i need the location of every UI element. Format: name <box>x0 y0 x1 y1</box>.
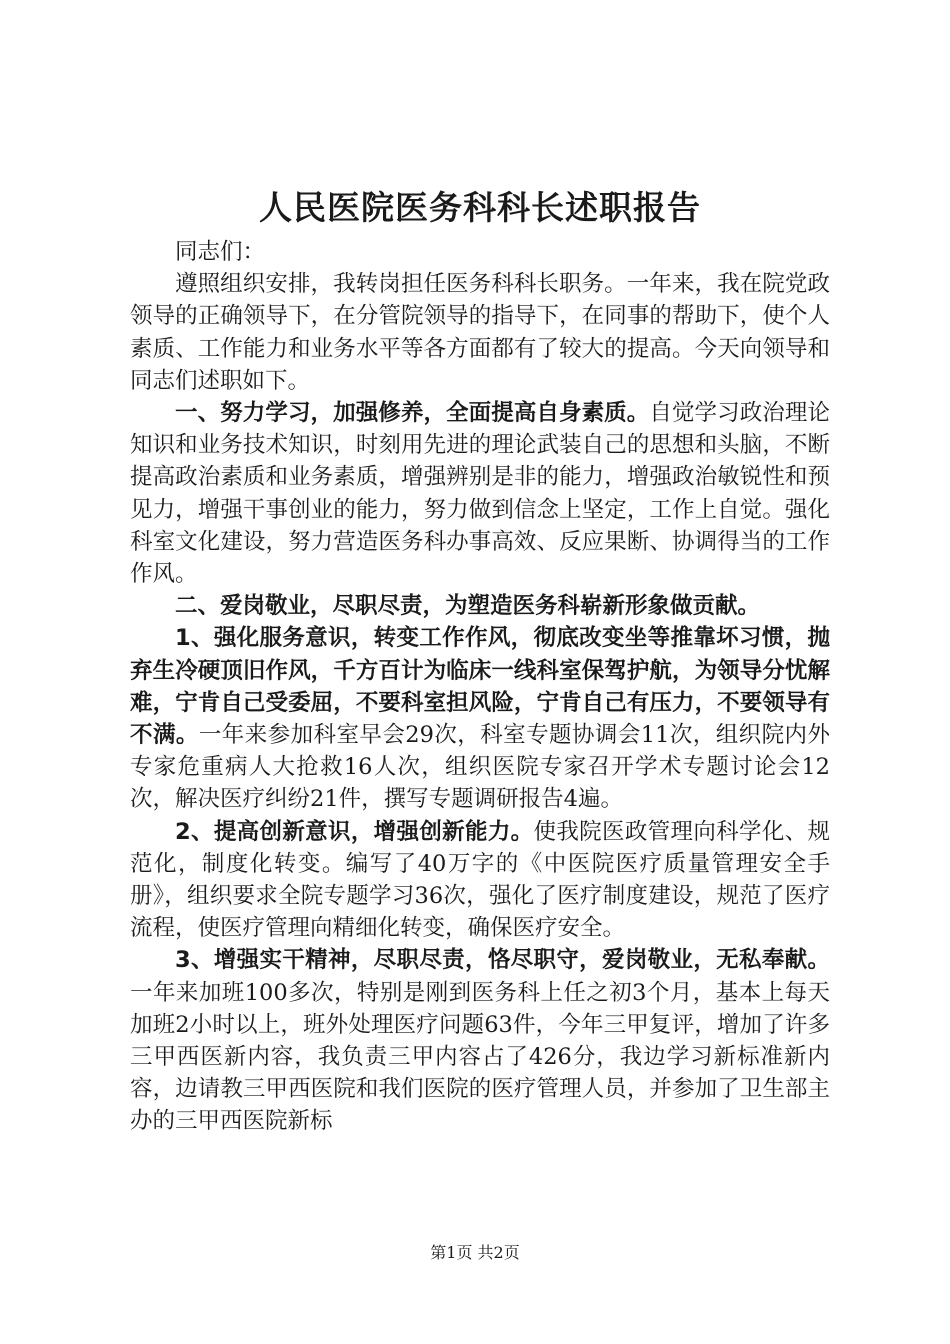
item-heading: 3、增强实干精神，尽职尽责，恪尽职守，爱岗敬业，无私奉献。 <box>175 947 830 974</box>
paragraph-item-3 <box>130 944 830 1137</box>
paragraph-text: 自觉学习政治理论知识和业务技术知识，时刻用先进的理论武装自己的思想和头脑，不断提高政治素质和业务素质，增强辨别是非的能力，增强政治敏锐性和预见力，增强干事创业的能力，努力做到信念上坚定，工作上自觉。强化科室文化建设，努力营造医务科办事高效、反应果断、协调得当的工作作风。 <box>130 400 830 588</box>
section-heading: 一、努力学习，加强修养，全面提高自身素质。 <box>175 400 650 427</box>
item-heading: 2、提高创新意识，增强创新能力。 <box>175 818 534 845</box>
document-title: 人民医院医务科科长述职报告 <box>259 188 701 227</box>
paragraph-section-1 <box>130 397 830 590</box>
paragraph-intro <box>130 268 830 397</box>
paragraph-item-1 <box>130 622 830 815</box>
document-page <box>130 180 830 1138</box>
greeting: 同志们： <box>175 239 266 265</box>
paragraph-section-2 <box>130 590 830 622</box>
section-heading: 二、爱岗敬业，尽职尽责，为塑造医务科崭新形象做贡献。 <box>175 593 761 620</box>
item-heading: 1、强化服务意识，转变工作作风，彻底改变坐等推靠坏习惯，抛弃生冷硬顶旧作风，千方百计为临床一线科室保驾护航，为领导分忧解难，宁肯自己受委屈，不要科室担风险，宁肯自己有压力，不要领导有不满。 <box>130 625 830 749</box>
paragraph-item-2 <box>130 816 830 945</box>
paragraph-text: 使我院医政管理向科学化、规范化，制度化转变。编写了40万字的《中医院医疗质量管理安全手册》，组织要求全院专题学习36次，强化了医疗制度建设，规范了医疗流程，使医疗管理向精细化转变，确保医疗安全。 <box>130 818 830 942</box>
paragraph-text: 一年来参加科室早会29次，科室专题协调会11次，组织院内外专家危重病人大抢救16人次，组织医院专家召开学术专题讨论会12次，解决医疗纠纷21件，撰写专题调研报告4遍。 <box>130 722 830 813</box>
page-footer: 第1页 共2页 <box>430 1243 520 1262</box>
paragraph-text: 遵照组织安排，我转岗担任医务科科长职务。一年来，我在院党政领导的正确领导下，在分管院领导的指导下，在同事的帮助下，使个人素质、工作能力和业务水平等各方面都有了较大的提高。今天向领导和同志们述职如下。 <box>130 271 830 394</box>
paragraph-text: 一年来加班100多次，特别是刚到医务科上任之初3个月，基本上每天加班2小时以上，班外处理医疗问题63件，今年三甲复评，增加了许多三甲西医新内容，我负责三甲内容占了426分，我边学习新标准新内容，边请教三甲西医院和我们医院的医疗管理人员，并参加了卫生部主办的三甲西医院新标 <box>130 979 830 1135</box>
